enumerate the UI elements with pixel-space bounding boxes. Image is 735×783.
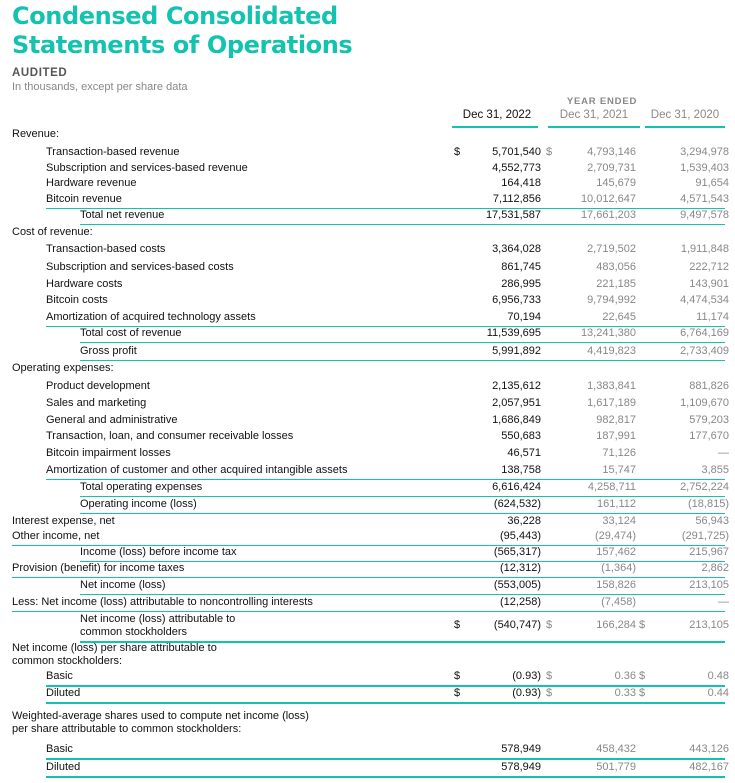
cell-2020: (291,725) [681, 530, 729, 542]
dollar-sign: $ [639, 670, 646, 682]
dollar-sign: $ [546, 670, 553, 682]
cell-2020: 56,943 [695, 515, 729, 527]
dollar-sign: $ [454, 670, 461, 682]
cell-2021: 187,991 [596, 430, 636, 442]
cell-2020: 213,105 [689, 579, 729, 591]
cell-2020: 2,752,224 [680, 481, 729, 493]
cell-2022: 164,418 [501, 177, 541, 189]
cell-2022: 5,701,540 [492, 146, 541, 158]
cell-2020: — [718, 447, 729, 459]
column-header-2021: Dec 31, 2021 [559, 109, 629, 121]
cell-2021: 4,258,711 [587, 481, 636, 493]
row-rule [80, 496, 725, 497]
row-label: Transaction, loan, and consumer receivable losses [46, 430, 294, 442]
cell-2021: 33,124 [602, 515, 636, 527]
title-line-2: Statements of Operations [12, 31, 353, 59]
dollar-sign: $ [454, 146, 461, 158]
cell-2021: 0.33 [614, 687, 636, 699]
cell-2020: 11,174 [696, 311, 729, 323]
cell-2021: 1,617,189 [587, 397, 636, 409]
cell-2022: (553,005) [493, 579, 541, 591]
row-label: Operating income (loss) [80, 498, 197, 510]
cell-2020: 579,203 [689, 414, 729, 426]
row-label: Hardware costs [46, 278, 123, 290]
row-label: Amortization of customer and other acquired intangible assets [46, 464, 348, 476]
cell-2020: 3,855 [701, 464, 729, 476]
cell-2020: (18,815) [688, 498, 729, 510]
cell-2022: 3,364,028 [492, 243, 541, 255]
row-label: Total net revenue [80, 209, 165, 221]
cell-2020: 0.48 [707, 670, 729, 682]
row-label: Income (loss) before income tax [80, 546, 237, 558]
row-label: Transaction-based costs [46, 243, 166, 255]
row-label: Gross profit [80, 345, 137, 357]
row-label: Subscription and services-based revenue [46, 162, 248, 174]
dollar-sign: $ [546, 687, 553, 699]
row-rule [80, 224, 725, 225]
cell-2020: 881,826 [689, 380, 729, 392]
row-rule [46, 776, 725, 778]
cell-2021: 1,383,841 [587, 380, 636, 392]
dollar-sign: $ [546, 146, 553, 158]
year-ended-label: YEAR ENDED [566, 96, 638, 107]
row-label: Net income (loss) per share attributable to common stockholders: [12, 642, 217, 667]
cell-2022: (12,258) [500, 596, 541, 608]
cell-2021: 158,826 [596, 579, 636, 591]
cell-2022: 138,758 [501, 464, 541, 476]
cell-2022: 4,552,773 [492, 162, 541, 174]
cell-2022: (95,443) [500, 530, 541, 542]
row-label: Net income (loss) attributable to common stockholders [80, 613, 236, 638]
row-label: Bitcoin impairment losses [46, 447, 171, 459]
row-rule [80, 513, 725, 514]
cell-2021: 22,645 [602, 311, 636, 323]
row-label: Less: Net income (loss) attributable to noncontrolling interests [12, 596, 313, 608]
cell-2021: 13,241,380 [580, 327, 636, 339]
cell-2022: 550,683 [501, 430, 541, 442]
cell-2020: 143,901 [689, 278, 729, 290]
cell-2020: 215,967 [689, 546, 729, 558]
cell-2020: 4,474,534 [680, 294, 729, 306]
cell-2021: 4,419,823 [587, 345, 636, 357]
cell-2020: 1,109,670 [680, 397, 729, 409]
cell-2020: 1,911,848 [680, 243, 729, 255]
cell-2020: 0.44 [707, 687, 729, 699]
cell-2021: 483,056 [596, 261, 636, 273]
cell-2020: 9,497,578 [680, 209, 729, 221]
cell-2022: 578,949 [501, 761, 541, 773]
cell-2021: 458,432 [596, 743, 636, 755]
cell-2021: 9,794,992 [587, 294, 636, 306]
cell-2021: 10,012,647 [580, 193, 636, 205]
cell-2021: (1,364) [601, 562, 636, 574]
row-label: General and administrative [46, 414, 178, 426]
title-line-1: Condensed Consolidated [12, 2, 338, 30]
row-rule [46, 702, 725, 704]
cell-2021: 0.36 [614, 670, 636, 682]
row-label: Other income, net [12, 530, 100, 542]
row-label: Bitcoin revenue [46, 193, 122, 205]
row-label: Bitcoin costs [46, 294, 108, 306]
cell-2020: 4,571,543 [680, 193, 729, 205]
cell-2020: 443,126 [689, 743, 729, 755]
dollar-sign: $ [639, 687, 646, 699]
cell-2020: 2,862 [701, 562, 729, 574]
cell-2022: 2,135,612 [492, 380, 541, 392]
cell-2022: 578,949 [501, 743, 541, 755]
cell-2022: 46,571 [507, 447, 541, 459]
cell-2021: 166,284 [596, 619, 636, 631]
cell-2020: — [718, 596, 729, 608]
cell-2020: 222,712 [689, 261, 729, 273]
row-label: Interest expense, net [12, 515, 115, 527]
row-label: Hardware revenue [46, 177, 137, 189]
cell-2022: 1,686,849 [492, 414, 541, 426]
cell-2021: (29,474) [595, 530, 636, 542]
row-label: Diluted [46, 687, 81, 699]
cell-2021: 161,112 [597, 498, 636, 510]
row-label: Subscription and services-based costs [46, 261, 234, 273]
cell-2021: 17,661,203 [580, 209, 636, 221]
cell-2021: 15,747 [602, 464, 636, 476]
cell-2021: 145,679 [596, 177, 636, 189]
cell-2021: 982,817 [596, 414, 636, 426]
cell-2021: 501,779 [596, 761, 636, 773]
cell-2022: (12,312) [500, 562, 541, 574]
cell-2021: 71,126 [602, 447, 636, 459]
row-label: Basic [46, 670, 73, 682]
cell-2022: 11,539,695 [486, 327, 541, 339]
cell-2022: (0.93) [512, 670, 541, 682]
dollar-sign: $ [454, 687, 461, 699]
cell-2020: 6,764,169 [680, 327, 729, 339]
row-label: Weighted-average shares used to compute net income (loss) per share attributable to common stockholders: [12, 710, 309, 735]
cell-2022: 17,531,587 [485, 209, 541, 221]
cell-2021: 2,719,502 [587, 243, 636, 255]
cell-2022: 6,956,733 [492, 294, 541, 306]
row-label: Total cost of revenue [80, 327, 182, 339]
cell-2020: 2,733,409 [680, 345, 729, 357]
row-label: Transaction-based revenue [46, 146, 180, 158]
cell-2022: 70,194 [507, 311, 541, 323]
cell-2021: 221,185 [596, 278, 636, 290]
cell-2020: 91,654 [695, 177, 729, 189]
cell-2022: 2,057,951 [492, 397, 541, 409]
row-rule [80, 594, 725, 595]
row-label: Product development [46, 380, 150, 392]
row-rule [46, 479, 725, 480]
dollar-sign: $ [546, 619, 553, 631]
cell-2022: 861,745 [501, 261, 541, 273]
cell-2022: 7,112,856 [492, 193, 541, 205]
row-label: Total operating expenses [80, 481, 203, 493]
row-rule [80, 342, 725, 343]
cell-2021: (7,458) [601, 596, 636, 608]
cell-2022: 286,995 [501, 278, 541, 290]
row-label: Net income (loss) [80, 579, 166, 591]
cell-2022: 36,228 [507, 515, 541, 527]
cell-2021: 4,793,146 [587, 146, 636, 158]
row-label: Operating expenses: [12, 362, 114, 374]
row-label: Revenue: [12, 128, 60, 140]
row-label: Cost of revenue: [12, 226, 93, 238]
cell-2020: 177,670 [689, 430, 729, 442]
cell-2021: 157,462 [596, 546, 636, 558]
cell-2022: (0.93) [512, 687, 541, 699]
audited-label: AUDITED [12, 67, 68, 79]
row-rule [80, 360, 725, 361]
cell-2020: 3,294,978 [680, 146, 729, 158]
row-label: Diluted [46, 761, 81, 773]
row-label: Basic [46, 743, 73, 755]
cell-2022: (624,532) [493, 498, 541, 510]
units-note: In thousands, except per share data [12, 81, 188, 93]
dollar-sign: $ [454, 619, 461, 631]
cell-2022: (565,317) [493, 546, 541, 558]
row-rule [46, 758, 725, 760]
cell-2022: 6,616,424 [492, 481, 541, 493]
row-label: Provision (benefit) for income taxes [12, 562, 185, 574]
cell-2020: 1,539,403 [680, 162, 729, 174]
row-rule [12, 577, 725, 578]
cell-2020: 482,167 [689, 761, 729, 773]
row-label: Amortization of acquired technology assets [46, 311, 256, 323]
row-rule [12, 611, 725, 612]
dollar-sign: $ [639, 619, 646, 631]
row-label: Sales and marketing [46, 397, 147, 409]
cell-2022: 5,991,892 [492, 345, 541, 357]
column-header-2020: Dec 31, 2020 [650, 109, 720, 121]
cell-2022: (540,747) [493, 619, 541, 631]
column-header-2022: Dec 31, 2022 [462, 109, 532, 121]
cell-2020: 213,105 [689, 619, 729, 631]
cell-2021: 2,709,731 [587, 162, 636, 174]
